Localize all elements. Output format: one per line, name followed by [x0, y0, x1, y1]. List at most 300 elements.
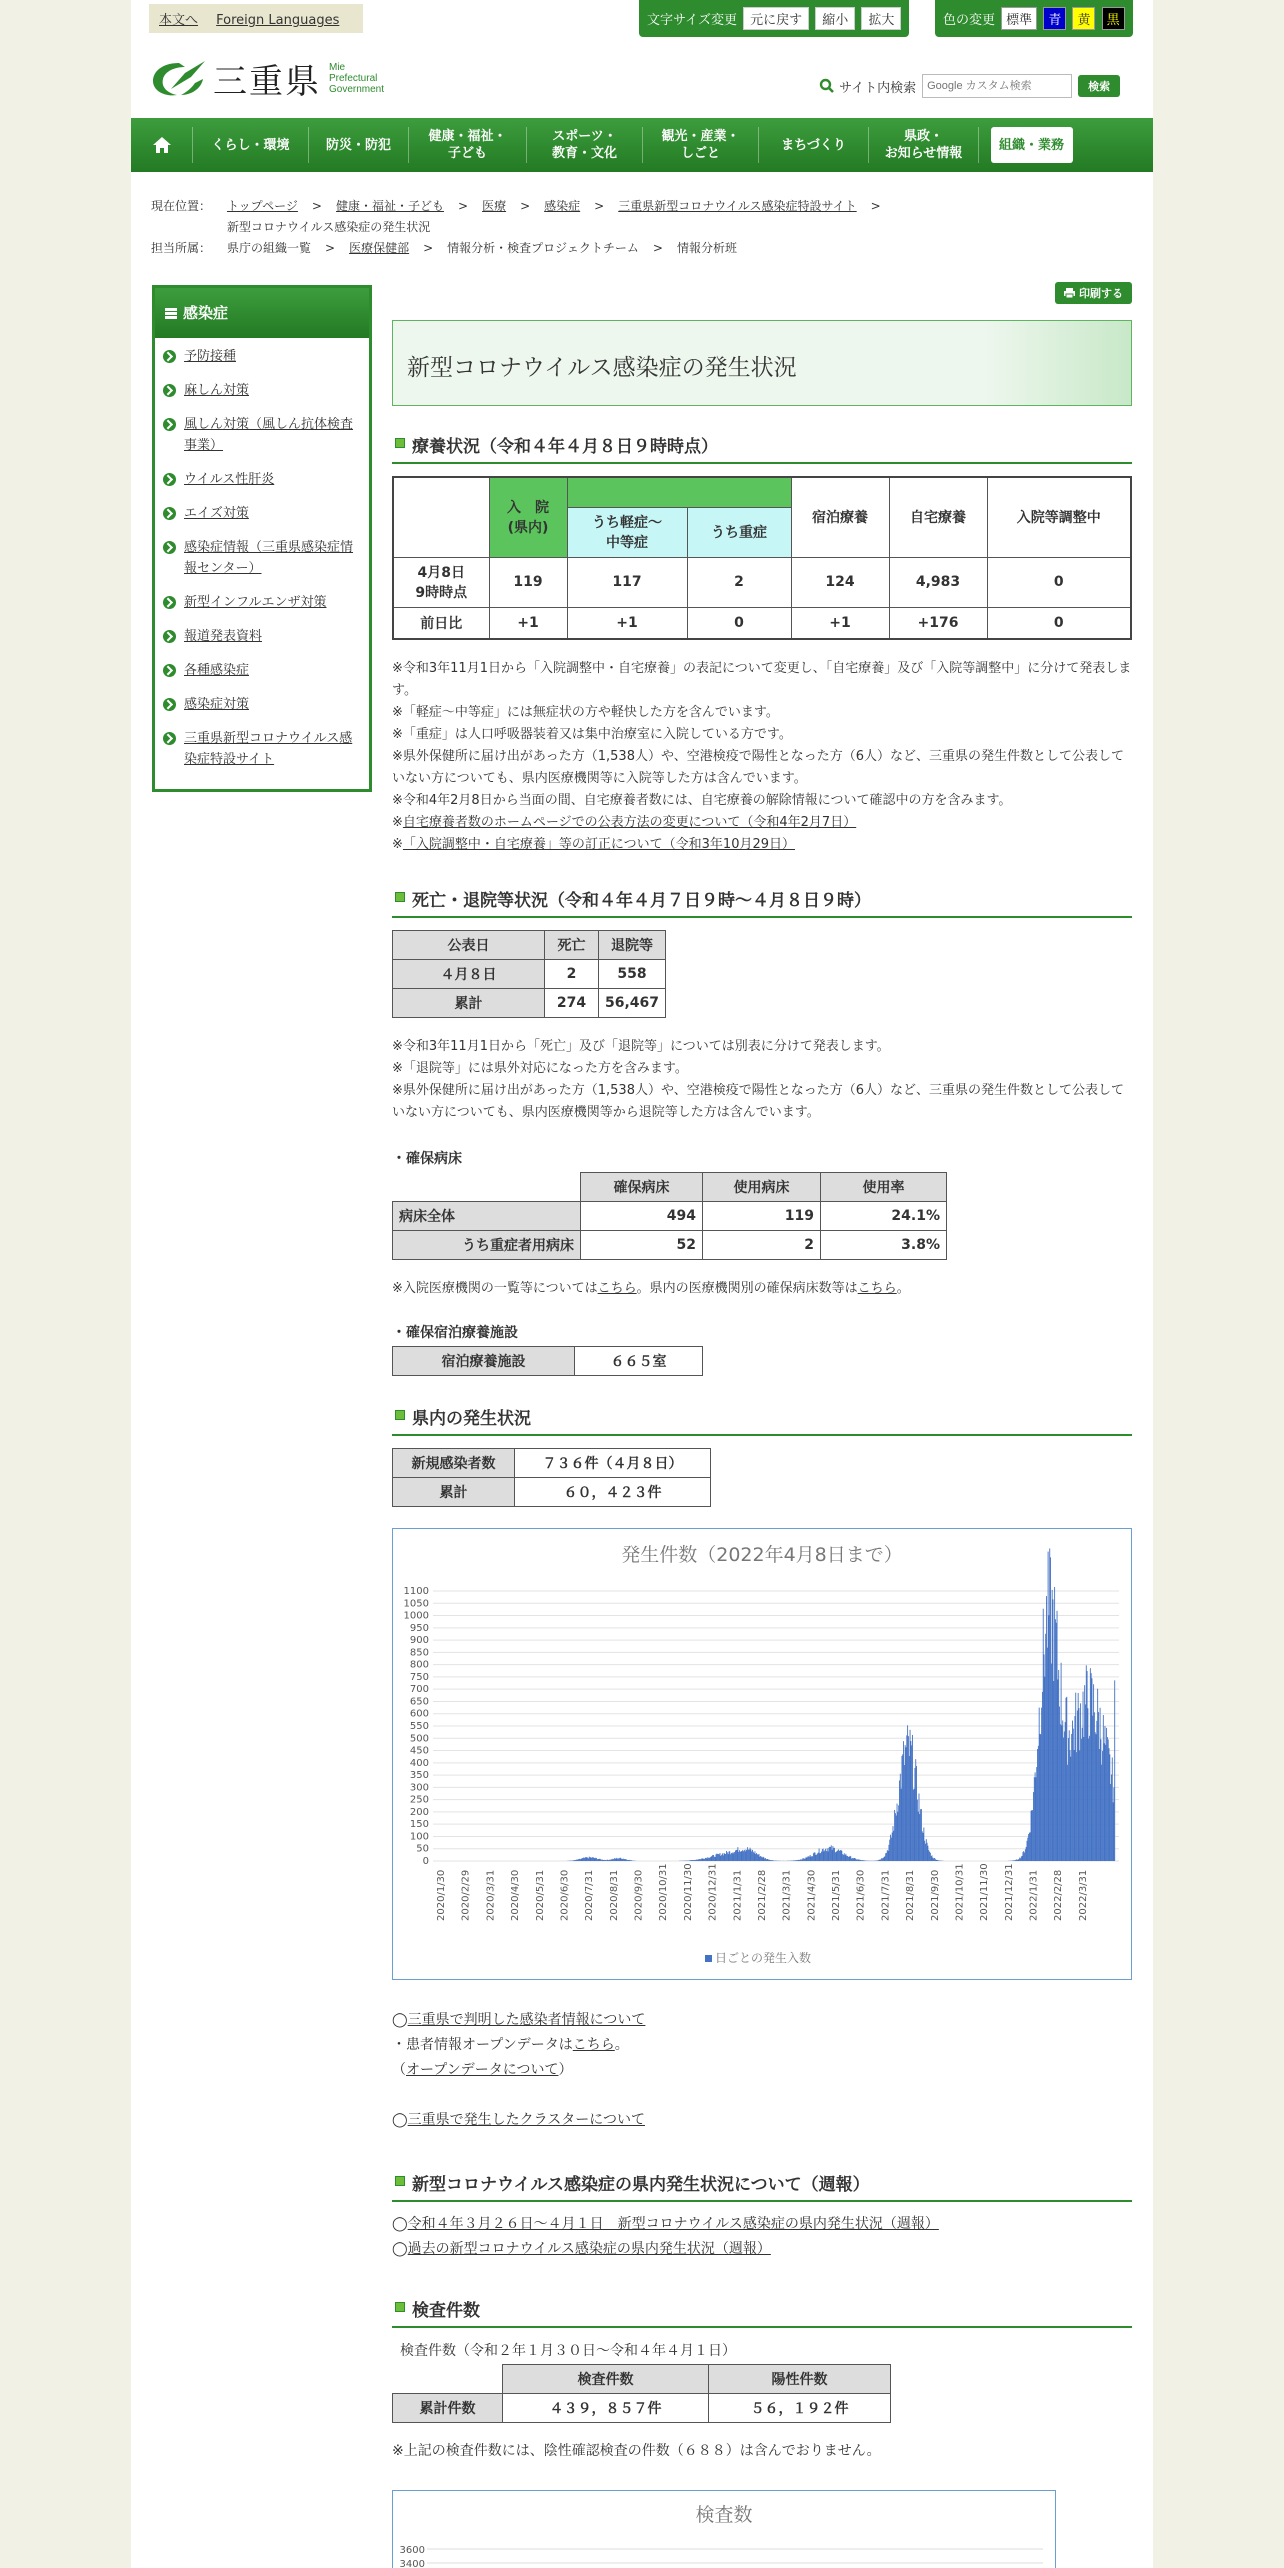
search-button[interactable]: 検索: [1078, 75, 1120, 97]
chart-bar: [1100, 1708, 1101, 1861]
chart-bar: [1039, 1708, 1040, 1861]
chart-bar: [822, 1849, 823, 1861]
chart-bar: [616, 1859, 617, 1861]
table-row: 4月8日 9時時点 119 117 2 124 4,983 0: [393, 557, 1131, 607]
chart-bar: [891, 1838, 892, 1861]
chart-bar: [902, 1754, 903, 1861]
chart-bar: [1089, 1736, 1090, 1861]
chart-bar: [850, 1856, 851, 1861]
treatment-table-block: [392, 476, 1132, 640]
chart-bar: [847, 1856, 848, 1861]
chart-bar: [1072, 1721, 1073, 1861]
chart-bar: [863, 1860, 864, 1861]
chart-bar: [856, 1859, 857, 1861]
print-button[interactable]: 印刷する: [1055, 282, 1132, 304]
chart-bar: [815, 1853, 816, 1861]
chart-bar: [1070, 1750, 1071, 1861]
chart-bar: [764, 1859, 765, 1861]
infected-info-link[interactable]: 三重県で判明した感染者情報について: [407, 2012, 646, 2028]
chart-bar: [894, 1810, 895, 1861]
chart-bar: [912, 1735, 913, 1861]
global-nav: [131, 118, 1153, 172]
chart-bar: [578, 1859, 579, 1861]
search-input[interactable]: [922, 74, 1072, 98]
chart-bar: [1065, 1722, 1066, 1861]
chart-bar: [813, 1853, 814, 1861]
chart-bar: [621, 1859, 622, 1861]
chart-bar: [770, 1860, 771, 1861]
chart-bar: [834, 1848, 835, 1861]
chart-bar: [1049, 1548, 1050, 1861]
chart-bar: [705, 1858, 706, 1861]
chart-bar: [616, 1858, 617, 1861]
chart-bar: [1052, 1590, 1053, 1861]
dept-link[interactable]: 医療保健部: [349, 241, 410, 255]
chart-bar: [1105, 1745, 1106, 1861]
color-label: 色の変更: [943, 13, 996, 28]
y-tick-label: 0: [422, 1856, 429, 1867]
breadcrumb-link[interactable]: 三重県新型コロナウイルス感染症特設サイト: [618, 199, 857, 213]
chart-bar: [897, 1812, 898, 1861]
chart-bar: [743, 1851, 744, 1861]
chart-bar: [595, 1858, 596, 1861]
chart-bar: [1107, 1737, 1108, 1861]
chart-bar: [849, 1857, 850, 1861]
chart-bar: [1023, 1851, 1024, 1861]
chart-bar: [923, 1827, 924, 1861]
x-tick-label: 2021/3/31: [781, 1869, 793, 1921]
chart-bar: [599, 1859, 600, 1861]
chart-bar: [1103, 1715, 1104, 1861]
chart-bar: [802, 1860, 803, 1861]
chart-bar: [855, 1859, 856, 1861]
chart-bar: [845, 1854, 846, 1861]
chart-bar: [618, 1858, 619, 1861]
chart-bar: [893, 1831, 894, 1861]
chart-bar: [884, 1856, 885, 1861]
chart-bar: [588, 1858, 589, 1861]
chart-bar: [884, 1857, 885, 1861]
x-tick-label: 2021/12/31: [1003, 1863, 1015, 1921]
chart-bar: [720, 1856, 721, 1861]
chart-bar: [828, 1851, 829, 1861]
chart-bar: [860, 1860, 861, 1861]
infected-info-links: ◯三重県で判明した感染者情報について ・患者情報オープンデータはこちら。 （オープンデータについて）: [392, 2012, 646, 2078]
chart-bar: [839, 1851, 840, 1861]
chart-bar: [596, 1858, 597, 1861]
chart-bar: [1022, 1856, 1023, 1861]
chart-bar: [911, 1745, 912, 1861]
chart-bar: [585, 1857, 586, 1861]
chart-bar: [580, 1859, 581, 1861]
chart-bar: [620, 1858, 621, 1861]
chart-bar: [828, 1848, 829, 1861]
color-blue-button[interactable]: 青: [1043, 7, 1066, 30]
chart-bar: [895, 1813, 896, 1861]
chart-bar: [1021, 1856, 1022, 1861]
chart-bar: [842, 1854, 843, 1861]
x-tick-label: 2022/3/31: [1077, 1869, 1089, 1921]
chart-bar: [1109, 1754, 1110, 1861]
chart-bar: [1094, 1712, 1095, 1861]
chart-bar: [615, 1858, 616, 1861]
chart-bar: [903, 1741, 904, 1861]
chart-bar: [592, 1857, 593, 1861]
chart-bar: [1087, 1708, 1088, 1861]
font-size-reset-button[interactable]: 元に戻す: [743, 7, 809, 30]
chart-bar: [1113, 1802, 1114, 1861]
chart-bar: [751, 1851, 752, 1861]
chart-bar: [728, 1854, 729, 1861]
chart-bar: [836, 1852, 837, 1861]
chart-bar: [707, 1857, 708, 1861]
table-row: 前日比 +1 +1 0 +1 +176 0: [393, 607, 1131, 639]
chart-bar: [613, 1859, 614, 1861]
chart-bar: [861, 1860, 862, 1861]
chart-bar: [711, 1856, 712, 1861]
past-weekly-report-link[interactable]: 過去の新型コロナウイルス感染症の県内発生状況（週報）: [407, 2241, 771, 2257]
cases-table-block: [392, 1448, 1132, 1507]
chart-bar: [761, 1857, 762, 1861]
chart-bar: [733, 1852, 734, 1861]
skip-to-content-link[interactable]: 本文へ: [159, 13, 199, 28]
sidebar-item[interactable]: 報道発表資料: [163, 626, 361, 647]
y-tick-label: 650: [409, 1696, 429, 1708]
chart-bar: [906, 1747, 907, 1861]
chart-bar: [1058, 1670, 1059, 1861]
chart-bar: [1048, 1615, 1049, 1861]
chart-bar: [591, 1858, 592, 1861]
chart-bar: [837, 1850, 838, 1861]
chart-bar: [937, 1860, 938, 1861]
x-tick-label: 2020/3/31: [485, 1869, 497, 1921]
chart-bar: [590, 1857, 591, 1861]
chart-bar: [629, 1860, 630, 1861]
chart-bar: [594, 1858, 595, 1861]
chart-bar: [926, 1839, 927, 1861]
chart-bar: [814, 1852, 815, 1861]
chart-bar: [800, 1859, 801, 1861]
chart-bar: [879, 1860, 880, 1861]
sidebar-item[interactable]: 予防接種: [163, 346, 361, 367]
chart-bar: [1053, 1681, 1054, 1861]
chart-bar: [767, 1859, 768, 1861]
chart-bar: [804, 1859, 805, 1861]
chart-bar: [603, 1860, 604, 1861]
y-tick-label: 1000: [403, 1610, 429, 1622]
chart-bar: [846, 1856, 847, 1861]
chart-bar: [759, 1854, 760, 1861]
y-tick-label: 200: [409, 1806, 429, 1818]
sidebar: [152, 285, 372, 792]
x-tick-label: 2022/2/28: [1053, 1869, 1065, 1921]
chart-bar: [1074, 1716, 1075, 1861]
chart-bar: [729, 1851, 730, 1861]
chart-bar: [1061, 1663, 1062, 1861]
chart-bar: [1066, 1698, 1067, 1861]
chart-bar: [1046, 1596, 1047, 1861]
table-header: うち重症: [687, 507, 791, 557]
open-data-about-link[interactable]: オープンデータについて: [406, 2062, 559, 2078]
sidebar-item[interactable]: 三重県新型コロナウイルス感染症特設サイト: [163, 728, 361, 770]
chart-bar: [694, 1860, 695, 1861]
foreign-languages-link[interactable]: Foreign Languages: [216, 13, 340, 28]
chart-bar: [630, 1860, 631, 1861]
nav-item-disaster[interactable]: 防災・防犯: [309, 127, 409, 163]
chart-bar: [1037, 1749, 1038, 1861]
chart-bar: [628, 1860, 629, 1861]
dept-item: 情報分析班: [676, 241, 737, 255]
site-logo[interactable]: [151, 54, 384, 103]
chart-bar: [700, 1859, 701, 1861]
sidebar-item[interactable]: エイズ対策: [163, 503, 361, 524]
chart-bar: [755, 1854, 756, 1861]
open-data-link[interactable]: こちら: [572, 2037, 615, 2053]
chart-bar: [934, 1858, 935, 1861]
cluster-link-block: ◯三重県で発生したクラスターについて: [392, 2112, 645, 2128]
x-tick-label: 2020/1/30: [436, 1869, 447, 1921]
chart-bar: [1038, 1746, 1039, 1861]
breadcrumb-link[interactable]: 感染症: [544, 199, 581, 213]
death-notes: ※令和3年11月1日から「死亡」及び「退院等」については別表に分けて発表します。 ※「退院等」には県外対応になった方を含みます。 ※県外保健所に届け出があった方（1,538人）や、空港検疫で陽性となった方（6人）など、三重県の発生件数として公表していない方についても、県内医療機関等から退院等した方は含んでいます。: [392, 1039, 1124, 1120]
chart-bar: [1020, 1858, 1021, 1861]
chart-bar: [1051, 1664, 1052, 1861]
chart-bar: [620, 1858, 621, 1861]
chart-bar: [913, 1790, 914, 1861]
chart-bar: [832, 1846, 833, 1861]
chart-bar: [612, 1859, 613, 1861]
chart-title: 発生件数（2022年4月8日まで）: [621, 1544, 903, 1566]
beds-by-hospital-link[interactable]: こちら: [857, 1281, 897, 1296]
chart-bar: [701, 1859, 702, 1861]
chart-bar: [1064, 1731, 1065, 1861]
breadcrumb-link[interactable]: 医療: [482, 199, 507, 213]
chart-bar: [1113, 1787, 1114, 1861]
table-header: 宿泊療養: [791, 477, 889, 557]
font-size-small-button[interactable]: 縮小: [815, 7, 855, 30]
chart-bar: [745, 1851, 746, 1861]
font-size-control: [639, 0, 909, 37]
nav-home[interactable]: [131, 127, 193, 163]
chart-bar: [905, 1745, 906, 1861]
color-black-button[interactable]: 黒: [1102, 7, 1125, 30]
chart-bar: [577, 1860, 578, 1861]
chart-bar: [1083, 1737, 1084, 1861]
chart-bar: [885, 1853, 886, 1861]
x-tick-label: 2020/6/30: [559, 1869, 571, 1921]
sidebar-item[interactable]: 風しん対策（風しん抗体検査事業）: [163, 414, 361, 456]
chart-bar: [579, 1859, 580, 1861]
chart-bar: [857, 1859, 858, 1861]
nav-item-tourism[interactable]: 観光・産業・ しごと: [643, 127, 759, 163]
sidebar-header: [155, 288, 369, 338]
tests-chart-svg: [393, 2491, 1055, 2568]
chart-bar: [1028, 1834, 1029, 1861]
chart-bar: [608, 1860, 609, 1861]
font-size-large-button[interactable]: 拡大: [861, 7, 901, 30]
color-yellow-button[interactable]: 黄: [1072, 7, 1095, 30]
chart-bar: [712, 1855, 713, 1861]
chart-bar: [1062, 1720, 1063, 1861]
sidebar-item[interactable]: 感染症対策: [163, 694, 361, 715]
breadcrumb-link[interactable]: トップページ: [227, 199, 298, 213]
y-tick-label: 400: [409, 1757, 429, 1769]
sidebar-item[interactable]: 麻しん対策: [163, 380, 361, 401]
chart-bar: [758, 1855, 759, 1861]
chart-bar: [924, 1841, 925, 1861]
chart-bar: [583, 1858, 584, 1861]
chart-bar: [763, 1857, 764, 1861]
sidebar-item[interactable]: 新型インフルエンザ対策: [163, 592, 361, 613]
chart-bar: [748, 1850, 749, 1861]
chart-bar: [864, 1860, 865, 1861]
chart-bar: [625, 1859, 626, 1861]
chart-bar: [772, 1860, 773, 1861]
chart-bar: [590, 1857, 591, 1861]
arrow-circle-icon: [163, 384, 176, 397]
chart-bar: [619, 1858, 620, 1861]
weekly-report-link[interactable]: 令和４年３月２６日～４月１日 新型コロナウイルス感染症の県内発生状況（週報）: [407, 2216, 939, 2232]
color-standard-button[interactable]: 標準: [1001, 7, 1037, 30]
chart-bar: [1033, 1792, 1034, 1861]
chart-bar: [852, 1858, 853, 1861]
chart-bar: [914, 1789, 915, 1861]
chart-bar: [611, 1859, 612, 1861]
chart-bar: [881, 1858, 882, 1861]
chart-bar: [731, 1853, 732, 1861]
x-tick-label: 2021/5/31: [831, 1869, 843, 1921]
x-tick-label: 2020/12/31: [707, 1863, 719, 1921]
font-size-label: 文字サイズ変更: [647, 13, 737, 28]
chart-bar: [1085, 1704, 1086, 1861]
chart-bar: [887, 1850, 888, 1861]
chart-bar: [845, 1855, 846, 1861]
chart-bar: [694, 1860, 695, 1861]
chart-bar: [1044, 1677, 1045, 1861]
y-tick-label: 1050: [403, 1598, 429, 1610]
nav-item-health[interactable]: 健康・福祉・ 子ども: [409, 127, 527, 163]
page: [131, 0, 1153, 2568]
beds-title: ・確保病床: [392, 1151, 462, 1167]
chart-bar: [716, 1854, 717, 1861]
chart-bar: [1031, 1810, 1032, 1861]
chart-bar: [1048, 1552, 1049, 1861]
chart-bar: [598, 1859, 599, 1861]
chart-bar: [1082, 1728, 1083, 1861]
correction-link[interactable]: 「入院調整中・自宅療養」等の訂正について（令和3年10月29日）: [402, 837, 796, 852]
chart-bar: [829, 1847, 830, 1861]
chart-bar: [719, 1854, 720, 1861]
chart-bar: [843, 1855, 844, 1861]
chart-bar: [938, 1860, 939, 1861]
home-care-change-link[interactable]: 自宅療養者数のホームページでの公表方法の変更について（令和4年2月7日）: [402, 815, 857, 830]
chart-bar: [740, 1852, 741, 1861]
chart-bar: [906, 1735, 907, 1861]
chart-bar: [802, 1858, 803, 1861]
chart-bar: [707, 1858, 708, 1861]
chart-bar: [915, 1759, 916, 1861]
chart-bar: [931, 1856, 932, 1861]
chart-bar: [798, 1860, 799, 1861]
nav-item-organization[interactable]: 組織・業務: [991, 127, 1073, 163]
chart-bar: [739, 1850, 740, 1861]
chart-bar: [1063, 1738, 1064, 1861]
chart-bar: [910, 1730, 911, 1861]
chart-bar: [1095, 1732, 1096, 1861]
chart-bar: [1014, 1860, 1015, 1861]
nav-item-town[interactable]: まちづくり: [759, 127, 869, 163]
chart-bar: [1032, 1810, 1033, 1861]
breadcrumb: 現在位置： トップページ > 健康・福祉・子ども > 医療 > 感染症 > 三重県新型コロナウイルス感染症特設サイト > 新型コロナウイルス感染症の発生状況 担当所属： 県庁の組織一覧 > 医療保健部 > 情報分析・検査プロジェクトチーム > 情報分析班: [151, 196, 895, 259]
chart-bar: [718, 1854, 719, 1861]
printer-icon: [1064, 288, 1075, 298]
sidebar-item[interactable]: ウイルス性肝炎: [163, 469, 361, 490]
chart-bar: [625, 1859, 626, 1861]
home-icon: [152, 136, 172, 154]
y-tick-label: 800: [409, 1659, 429, 1671]
logo-kanji: 三重県: [213, 62, 321, 102]
nav-item-prefgov[interactable]: 県政・ お知らせ情報: [869, 127, 979, 163]
section-heading: 療養状況（令和４年４月８日９時時点）: [392, 432, 1132, 464]
chart-bar: [935, 1859, 936, 1861]
chart-bar: [1108, 1739, 1109, 1861]
x-tick-label: 2020/2/29: [460, 1869, 472, 1921]
chart-bar: [923, 1833, 924, 1861]
nav-item-sports[interactable]: スポーツ・ 教育・文化: [527, 127, 643, 163]
table-row: ４月８日 2 558: [393, 960, 666, 989]
chart-bar: [919, 1794, 920, 1861]
chart-bar: [830, 1847, 831, 1861]
chart-bar: [809, 1857, 810, 1861]
chart-bar: [854, 1858, 855, 1861]
daily-cases-chart-svg: [393, 1529, 1131, 1979]
chart-bar: [1016, 1860, 1017, 1862]
chart-bar: [803, 1858, 804, 1861]
chart-bar: [1057, 1611, 1058, 1861]
chart-bar: [749, 1850, 750, 1861]
arrow-circle-icon: [163, 698, 176, 711]
y-tick-label: 950: [409, 1622, 429, 1634]
chart-bar: [1057, 1679, 1058, 1861]
cluster-link[interactable]: 三重県で発生したクラスターについて: [407, 2112, 645, 2128]
table-header: 入院等調整中: [987, 477, 1131, 557]
y-tick-label: 450: [409, 1745, 429, 1757]
chart-bar: [703, 1858, 704, 1861]
chart-bar: [728, 1852, 729, 1861]
chart-bar: [919, 1814, 920, 1861]
x-tick-label: 2021/7/31: [880, 1869, 892, 1921]
chart-bar: [899, 1780, 900, 1861]
chart-bar: [936, 1860, 937, 1861]
sidebar-item[interactable]: 感染症情報（三重県感染症情報センター）: [163, 537, 361, 579]
sidebar-item[interactable]: 各種感染症: [163, 660, 361, 681]
chart-bar: [1075, 1693, 1076, 1861]
arrow-circle-icon: [163, 630, 176, 643]
chart-legend: 日ごとの発生入数: [715, 1951, 812, 1965]
chart-bar: [904, 1765, 905, 1861]
chart-bar: [762, 1858, 763, 1861]
breadcrumb-link[interactable]: 健康・福祉・子ども: [335, 199, 444, 213]
nav-item-life[interactable]: くらし・環境: [193, 127, 309, 163]
chart-bar: [697, 1860, 698, 1861]
hotel-table: 宿泊療養施設 ６６５室: [392, 1346, 703, 1376]
y-tick-label: 550: [409, 1721, 429, 1732]
hospital-list-link[interactable]: こちら: [597, 1281, 637, 1296]
y-tick-label: 500: [409, 1733, 429, 1745]
chart-bar: [699, 1859, 700, 1861]
page-title: 新型コロナウイルス感染症の発生状況: [392, 320, 1132, 406]
hotel-title: ・確保宿泊療養施設: [392, 1325, 518, 1341]
